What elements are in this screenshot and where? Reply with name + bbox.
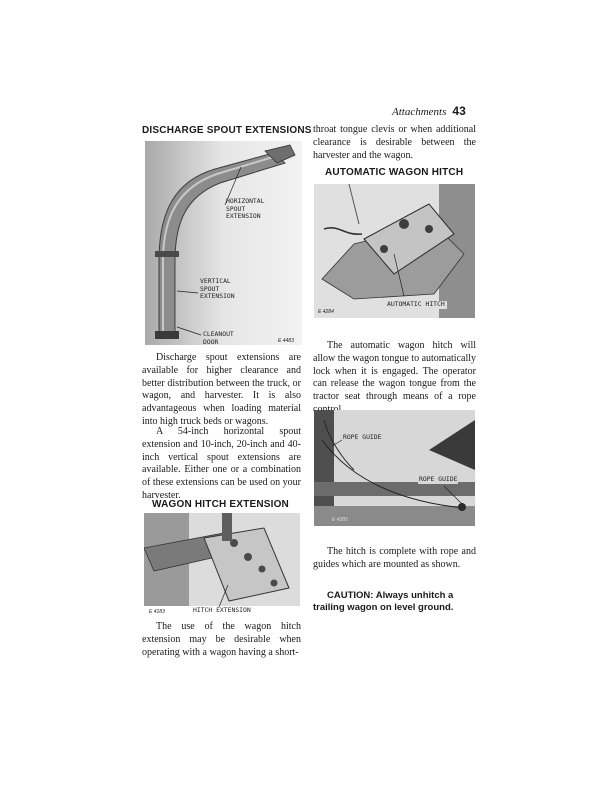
label-hitch-extension: HITCH EXTENSION	[193, 606, 251, 614]
heading-automatic-wagon-hitch: AUTOMATIC WAGON HITCH	[325, 167, 464, 178]
running-head	[392, 104, 492, 118]
figure-number-rope: E 4285	[332, 517, 348, 523]
paragraph-continued: throat tongue clevis or when additional clearance is desirable between the harvester and the wagon.	[313, 124, 476, 161]
label-horizontal-spout: HORIZONTAL SPOUT EXTENSION	[226, 197, 265, 221]
auto-hitch-leader-line	[314, 184, 475, 318]
section-title: Attachments	[392, 106, 447, 118]
paragraph-hitch-extension: The use of the wagon hitch extension may be desirable when operating with a wagon having a short-	[142, 621, 301, 658]
label-rope-guide-2: ROPE GUIDE	[419, 475, 458, 483]
figure-number-hitch-ext: E 4183	[149, 609, 165, 615]
page-number: 43	[452, 104, 466, 118]
label-rope-guide-1: ROPE GUIDE	[343, 433, 382, 441]
heading-wagon-hitch-extension: WAGON HITCH EXTENSION	[152, 499, 289, 510]
heading-discharge-spout: DISCHARGE SPOUT EXTENSIONS	[142, 125, 312, 136]
paragraph-spout-sizes: A 54-inch horizontal spout extension and 10-inch, 20-inch and 40-inch vertical spout extensions are available. Either one or a combination of these extensions can be used on your harvester.	[142, 426, 301, 501]
label-automatic-hitch: AUTOMATIC HITCH	[387, 300, 445, 308]
leader-automatic-hitch	[394, 254, 404, 296]
paragraph-automatic-hitch: The automatic wagon hitch will allow the wagon tongue to automatically lock when it is engaged. The operator can release the wagon tongue from the tractor seat through means of a rope	[313, 340, 477, 403]
rope-leader-lines	[314, 410, 475, 526]
paragraph-rope-guides: The hitch is complete with rope and guides which are mounted as shown.	[313, 546, 476, 570]
spout-leader-lines	[145, 141, 302, 345]
leader-hitch-extension	[219, 585, 228, 607]
hitch-ext-leader-line	[144, 513, 300, 613]
leader-rope-guide-1	[332, 440, 342, 446]
caution-notice: CAUTION: Always unhitch a trailing wagon on level ground.	[313, 590, 454, 613]
label-vertical-spout: VERTICAL SPOUT EXTENSION	[200, 277, 235, 301]
label-cleanout-door: CLEANOUT DOOR	[203, 330, 234, 346]
figure-number-spout: E 4483	[278, 338, 294, 344]
leader-cleanout	[177, 327, 201, 335]
figure-number-auto-hitch: E 4284	[318, 309, 334, 315]
paragraph-spout-benefits: Discharge spout extensions are available for higher clearance and better distribution between the truck, or wagon, and harvester. It is also advantageous when loading material into high truck beds or wagons.	[142, 352, 301, 427]
leader-vertical	[177, 291, 198, 293]
leader-rope-guide-2	[444, 486, 462, 504]
